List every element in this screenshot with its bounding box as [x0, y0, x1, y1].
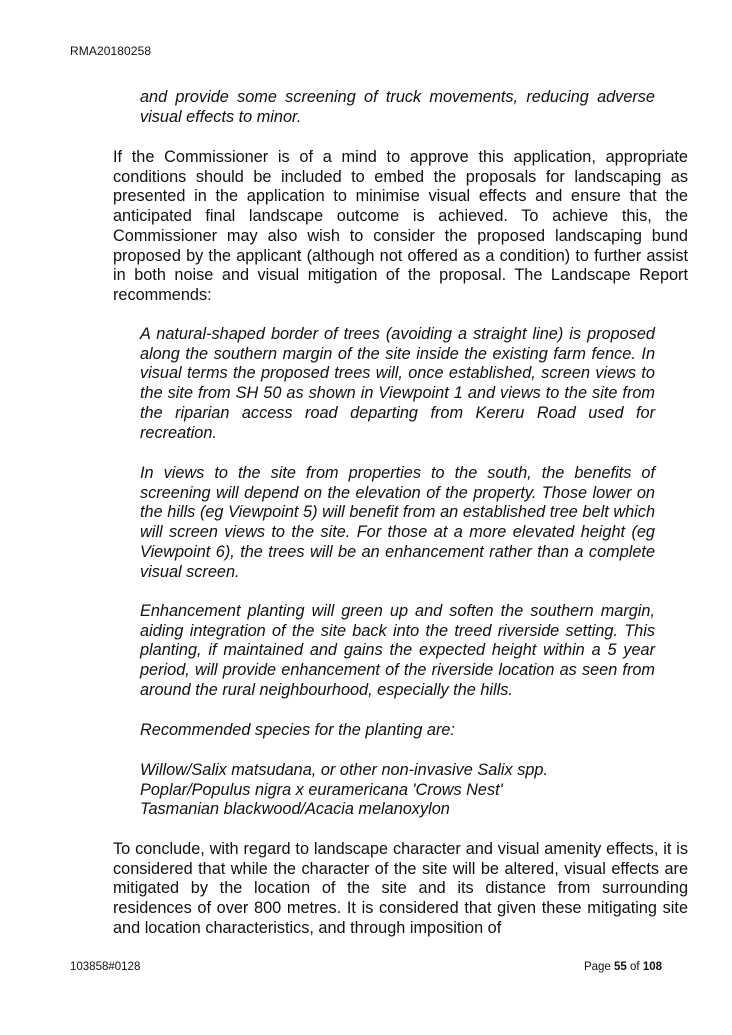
paragraph-conditions: If the Commissioner is of a mind to approve this application, appropriate conditions should be included to embed the proposals for landscaping as presented in the application to minimise visual effects and ensure that the anticipated final landscape outcome is achieved. To achieve this, the Commissioner may also wish to consider the proposed landscaping bund proposed by the applicant (although not offered as a condition) to further assist in both noise and visual mitigation of the proposal. The Landscape Report recommends: — [113, 148, 688, 304]
species-item: Willow/Salix matsudana, or other non-invasive Salix spp. — [140, 761, 548, 779]
paragraph-conclusion: To conclude, with regard to landscape character and visual amenity effects, it is considered that while the character of the site will be altered, visual effects are mitigated by the location of the site and its distance from surrounding residences of over 800 metres. It is considered that given these mitigating site and location characteristics, and through imposition of — [113, 840, 688, 937]
footer-page-number — [584, 961, 662, 973]
quote-species-intro: Recommended species for the planting are: — [140, 721, 455, 739]
page-current: 55 — [614, 961, 627, 973]
quote-screening: In views to the site from properties to the south, the benefits of screening will depend on the elevation of the property. Those lower on the hills (eg Viewpoint 5) will benefit from an established tree belt which will screen views to the site. For those at a more elevated height (eg Viewpoint 6), the trees will be an enhancement rather than a complete visual screen. — [140, 464, 655, 581]
species-item: Tasmanian blackwood/Acacia melanoxylon — [140, 800, 450, 819]
footer-document-number: 103858#0128 — [70, 961, 141, 973]
species-item: Poplar/Populus nigra x euramericana 'Crows Nest' — [140, 780, 503, 799]
species-list — [140, 761, 655, 820]
page-label: Page — [583, 961, 611, 973]
page-total: 108 — [642, 961, 662, 973]
quote-enhancement-planting: Enhancement planting will green up and soften the southern margin, aiding integration of the site back into the treed riverside setting. This planting, if maintained and gains the expected height within a 5 year period, will provide enhancement of the riverside location as seen from around the rural neighbourhood, especially the hills. — [140, 602, 655, 699]
quote-continuation: and provide some screening of truck movements, reducing adverse visual effects to minor. — [140, 88, 655, 126]
page-of: of — [630, 961, 640, 973]
document-reference: RMA20180258 — [70, 44, 152, 58]
quote-tree-border: A natural-shaped border of trees (avoiding a straight line) is proposed along the southern margin of the site inside the existing farm fence. In visual terms the proposed trees will, once established, screen views to the site from SH 50 as shown in Viewpoint 1 and views to the site from the riparian access road departing from Kereru Road used for recreation. — [140, 325, 655, 442]
